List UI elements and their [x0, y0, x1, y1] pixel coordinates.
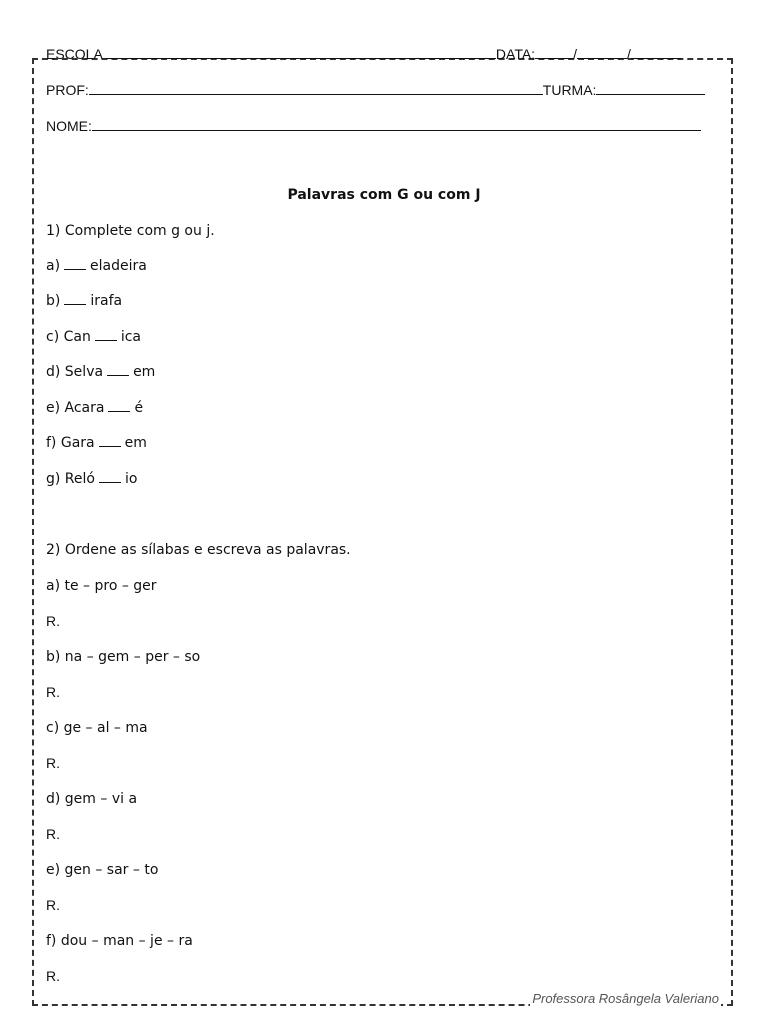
q2-item: a) te – pro – ger	[46, 578, 157, 594]
header-prof-row	[46, 80, 705, 98]
prof-field[interactable]	[89, 80, 543, 95]
escola-label: ESCOLA	[46, 46, 103, 62]
turma-field[interactable]	[596, 80, 705, 95]
answer-line[interactable]: R.	[46, 755, 60, 771]
turma-label: TURMA:	[542, 82, 597, 98]
answer-line[interactable]: R.	[46, 968, 60, 984]
fill-blank[interactable]	[99, 470, 121, 483]
data-separator: /	[626, 46, 631, 62]
data-label: DATA:	[495, 46, 536, 62]
q2-prompt: 2) Ordene as sílabas e escreva as palavras.	[46, 542, 351, 558]
answer-line[interactable]: R.	[46, 897, 60, 913]
prof-label: PROF:	[46, 82, 89, 98]
fill-blank[interactable]	[108, 399, 130, 412]
escola-field[interactable]	[106, 44, 496, 59]
fill-blank[interactable]	[64, 257, 86, 270]
answer-line[interactable]: R.	[46, 613, 60, 629]
data-year-field[interactable]	[631, 44, 681, 59]
data-month-field[interactable]	[577, 44, 627, 59]
author-footer: Professora Rosângela Valeriano	[532, 991, 719, 1006]
nome-label: NOME:	[46, 118, 92, 134]
q2-item: b) na – gem – per – so	[46, 649, 201, 665]
q2-item: f) dou – man – je – ra	[46, 933, 193, 949]
header-nome-row	[46, 116, 701, 134]
answer-line[interactable]: R.	[46, 684, 60, 700]
data-day-field[interactable]	[535, 44, 573, 59]
fill-blank[interactable]	[95, 328, 117, 341]
fill-blank[interactable]	[99, 434, 121, 447]
q1-item: e) Acara é	[46, 400, 144, 416]
q1-item: c) Can ica	[46, 329, 142, 345]
answer-line[interactable]: R.	[46, 826, 60, 842]
q1-item: a) eladeira	[46, 258, 147, 274]
nome-field[interactable]	[92, 116, 701, 131]
worksheet-title: Palavras com G ou com J	[287, 187, 481, 203]
q1-item: d) Selva em	[46, 364, 156, 380]
q2-item: e) gen – sar – to	[46, 862, 159, 878]
data-separator: /	[573, 46, 577, 62]
fill-blank[interactable]	[64, 292, 86, 305]
q2-item: d) gem – vi a	[46, 791, 138, 807]
q1-item: f) Gara em	[46, 435, 147, 451]
q1-item: g) Reló io	[46, 471, 138, 487]
fill-blank[interactable]	[107, 363, 129, 376]
header-escola-row	[46, 44, 681, 62]
q1-prompt: 1) Complete com g ou j.	[46, 223, 215, 239]
q2-item: c) ge – al – ma	[46, 720, 148, 736]
q1-item: b) irafa	[46, 293, 123, 309]
